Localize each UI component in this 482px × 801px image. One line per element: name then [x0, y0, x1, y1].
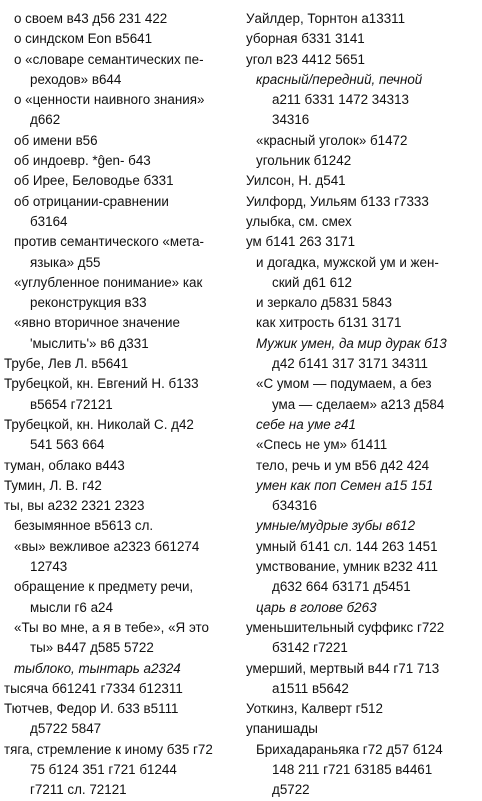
index-entry-line: 'мыслить'» в6 д331: [30, 335, 149, 351]
index-entry-line: Брихадараньяка г72 д57 б124: [256, 741, 443, 757]
index-entry-line: б3142 г7221: [272, 640, 348, 656]
index-entry-line: д662: [30, 112, 61, 128]
index-entry-line: об индоевр. *ĝen- б43: [14, 153, 151, 169]
index-entry-line: угол в23 4412 5651: [246, 51, 365, 67]
index-entry-line: об Ирее, Беловодье б331: [14, 173, 174, 189]
index-column-left: [4, 9, 230, 801]
index-entry-line: угольник б1242: [256, 153, 352, 169]
index-entry-line: д5722: [272, 782, 310, 798]
index-entry-line: б34316: [272, 498, 317, 514]
index-entry-line: а211 б331 1472 34313: [272, 92, 409, 108]
index-entry-line: д42 б141 317 3171 34311: [272, 356, 428, 372]
index-entry-line: Трубецкой, кн. Евгений Н. б133: [4, 376, 199, 392]
index-entry-line: об отрицании-сравнении: [14, 193, 169, 209]
index-entry-line: «красный уголок» б1472: [256, 132, 408, 148]
index-entry-line: обращение к предмету речи,: [14, 579, 194, 595]
index-entry-line: тяга, стремление к иному б35 г72: [4, 741, 213, 757]
index-entry-line: красный/передний, печной: [256, 71, 423, 87]
index-entry-line: Уилсон, Н. д541: [246, 173, 346, 189]
index-entry-line: тело, речь и ум в56 д42 424: [256, 457, 430, 473]
index-entry-line: о «ценности наивного знания»: [14, 92, 205, 108]
index-entry-line: умствование, умник в232 411: [256, 559, 438, 575]
index-entry-line: д632 664 б3171 д5451: [272, 579, 411, 595]
index-entry-line: «явно вторичное значение: [14, 315, 180, 331]
index-entry-line: как хитрость б131 3171: [256, 315, 402, 331]
index-entry-line: «Спесь не ум» б1411: [256, 437, 388, 453]
index-entry-line: 148 211 г721 б3185 в4461: [272, 761, 433, 777]
index-entry-line: уменьшительный суффикс г722: [246, 619, 445, 635]
index-entry-line: 12743: [30, 559, 68, 575]
index-entry-line: в5654 г72121: [30, 396, 113, 412]
index-entry-line: умные/мудрые зубы в612: [256, 518, 416, 534]
index-entry-line: себе на уме г41: [256, 416, 356, 432]
index-entry-line: «С умом — подумаем, а без: [256, 376, 432, 392]
index-entry-line: б3164: [30, 213, 68, 229]
index-entry-line: Мужик умен, да мир дурак б13: [256, 335, 447, 351]
index-entry-line: ты, вы а232 2321 2323: [4, 498, 145, 514]
index-entry-line: Трубецкой, кн. Николай С. д42: [4, 416, 194, 432]
index-column-right: [246, 9, 478, 801]
index-entry-line: Тумин, Л. В. г42: [4, 477, 102, 493]
index-entry-line: Уайлдер, Торнтон а13311: [246, 11, 406, 26]
index-entry-line: тысяча б61241 г7334 б12311: [4, 680, 183, 696]
index-entry-line: «Ты во мне, а я в тебе», «Я это: [14, 619, 209, 635]
index-entry-line: г7211 сл. 72121: [30, 782, 127, 798]
index-entry-line: Уилфорд, Уильям б133 г7333: [246, 193, 429, 209]
index-entry-line: ума — сделаем» а213 д584: [272, 396, 445, 412]
index-entry-line: о синдском Eon в5641: [14, 31, 153, 47]
index-entry-line: и догадка, мужской ум и жен-: [256, 254, 439, 270]
index-entry-line: языка» д55: [30, 254, 101, 270]
index-entry-line: безымянное в5613 сл.: [14, 518, 154, 534]
index-entry-line: против семантического «мета-: [14, 234, 204, 250]
index-entry-line: и зеркало д5831 5843: [256, 295, 392, 311]
index-entry-line: ты» в447 д585 5722: [30, 640, 154, 656]
index-entry-line: царь в голове б263: [256, 599, 377, 615]
index-entry-line: «углубленное понимание» как: [14, 274, 203, 290]
index-entry-line: уборная б331 3141: [246, 31, 365, 47]
index-entry-line: реконструкция в33: [30, 295, 147, 311]
index-entry-line: об имени в56: [14, 132, 98, 148]
index-entry-line: умный б141 сл. 144 263 1451: [256, 538, 438, 554]
index-entry-line: мысли г6 а24: [30, 599, 113, 615]
index-entry-line: о своем в43 д56 231 422: [14, 11, 168, 26]
index-entry-line: упанишады: [246, 721, 318, 737]
index-entry-line: улыбка, см. смех: [246, 213, 352, 229]
index-entry-line: о «словаре семантических пе-: [14, 51, 204, 67]
index-entry-line: ум б141 263 3171: [246, 234, 356, 250]
index-entry-line: Трубе, Лев Л. в5641: [4, 356, 129, 372]
index-entry-line: умен как поп Семен а15 151: [256, 477, 434, 493]
index-entry-line: тыблоко, тынтарь а2324: [14, 660, 181, 676]
index-entry-line: а1511 в5642: [272, 680, 349, 696]
index-entry-line: 75 б124 351 г721 б1244: [30, 761, 177, 777]
index-entry-line: умерший, мертвый в44 г71 713: [246, 660, 440, 676]
index-entry-line: Тютчев, Федор И. б33 в5111: [4, 701, 179, 717]
index-entry-line: туман, облако в443: [4, 457, 125, 473]
index-entry-line: реходов» в644: [30, 71, 122, 87]
index-entry-line: ский д61 612: [272, 274, 353, 290]
index-entry-line: Уоткинз, Калверт г512: [246, 701, 383, 717]
index-entry-line: д5722 5847: [30, 721, 102, 737]
index-entry-line: 34316: [272, 112, 310, 128]
index-entry-line: 541 563 664: [30, 437, 105, 453]
index-entry-line: «вы» вежливое а2323 б61274: [14, 538, 200, 554]
